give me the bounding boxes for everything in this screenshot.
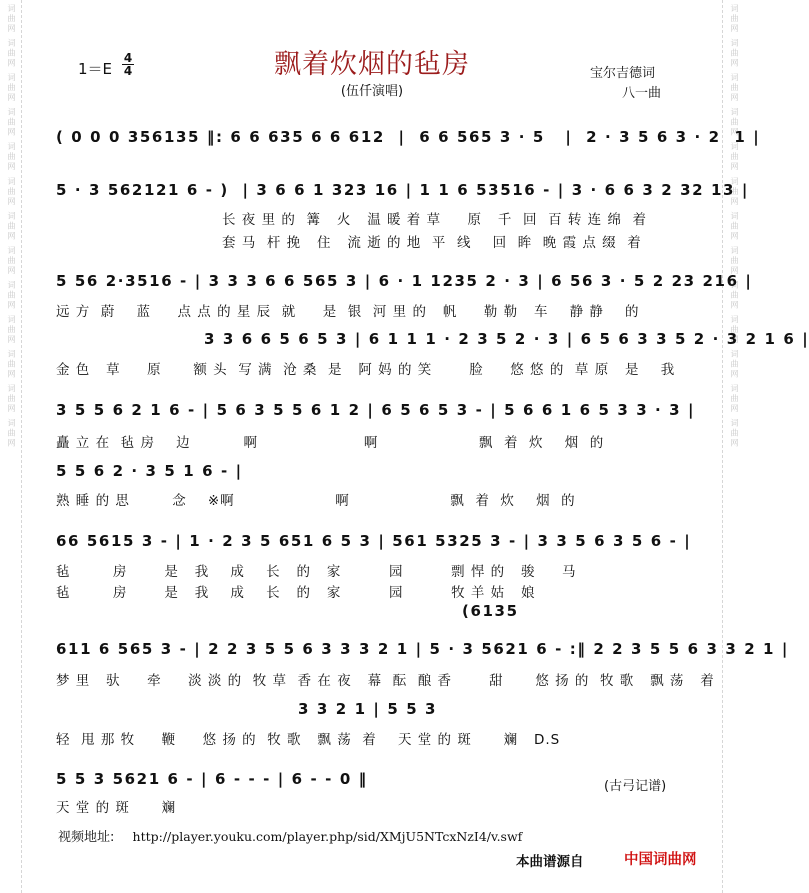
lyric-line-5: 矗 立 在 毡 房 边 啊 啊 飘 着 炊 烟 的: [56, 435, 605, 451]
transcriber-note: (古弓记谱): [604, 779, 667, 794]
lyric-line-2-verse-1: 长 夜 里 的 篝 火 温 暖 着 草 原 千 回 百 转 连 绵 着: [222, 212, 648, 228]
watermark-text: 词曲网 词曲网 词曲网 词曲网 词曲网 词曲网 词曲网 词曲网 词曲网 词曲网 词曲网 词曲网 词曲网: [7, 4, 16, 449]
video-url[interactable]: http://player.youku.com/player.php/sid/XMjU5NTcxNzI4/v.swf: [132, 829, 523, 844]
lyric-line-10: 天 堂 的 斑 斓: [56, 800, 177, 816]
notation-line-7-tail: (6135: [462, 602, 519, 620]
lyric-line-7-verse-1: 毡 房 是 我 成 长 的 家 园 剽 悍 的 骏 马: [56, 564, 577, 580]
time-signature-top: 4: [123, 51, 133, 65]
notation-line-6: 5 5 6 2 · 3 5 1 6 - |: [56, 462, 243, 480]
footer-source-text: 本曲谱源自: [516, 854, 584, 870]
lyric-line-2-verse-2: 套 马 杆 挽 住 流 逝 的 地 平 线 回 眸 晚 霞 点 缀 着: [222, 235, 642, 251]
time-signature-bottom: 4: [123, 64, 133, 78]
lyric-line-8: 梦 里 驮 牵 淡 淡 的 牧 草 香 在 夜 幕 酝 酿 香 甜 悠 扬 的 牧 歌 飘 荡 着: [56, 673, 715, 689]
notation-line-7: 66 5615 3 - | 1 · 2 3 5 651 6 5 3 | 561 5325 3 - | 3 3 5 6 3 5 6 - |: [56, 532, 692, 550]
song-title: 飘着炊烟的毡房: [274, 49, 470, 80]
notation-line-2: 5 · 3 562121 6 - ) | 3 6 6 1 323 16 | 1 1 6 53516 - | 3 · 6 6 3 2 32 13 |: [56, 181, 749, 199]
lyric-line-6: 熟 睡 的 思 念 ※啊 啊 飘 着 炊 烟 的: [56, 493, 576, 509]
lyric-line-4: 金 色 草 原 额 头 写 满 沧 桑 是 阿 妈 的 笑 脸 悠 悠 的 草 原 是 我: [56, 362, 676, 378]
notation-line-9: 3 3 2 1 | 5 5 3: [298, 700, 438, 718]
notation-line-5: 3 5 5 6 2 1 6 - | 5 6 3 5 5 6 1 2 | 6 5 6 5 3 - | 5 6 6 1 6 5 3 3 · 3 |: [56, 401, 696, 419]
video-label: 视频地址:: [58, 830, 115, 845]
key-signature: 1＝E: [78, 60, 113, 78]
notation-line-10: 5 5 3 5621 6 - | 6 - - - | 6 - - 0 ‖: [56, 770, 368, 788]
notation-line-3: 5 56 2·3516 - | 3 3 3 6 6 565 3 | 6 · 1 1235 2 · 3 | 6 56 3 · 5 2 23 216 |: [56, 272, 753, 290]
notation-line-1: ( 0 0 0 356135 ‖: 6 6 635 6 6 612 | 6 6 565 3 · 5 | 2 · 3 5 6 3 · 2 1 |: [56, 128, 761, 146]
video-address-row: [58, 826, 522, 845]
notation-line-8: 611 6 565 3 - | 2 2 3 5 5 6 3 3 3 2 1 | 5 · 3 5621 6 - :‖ 2 2 3 5 5 6 3 3 2 1 |: [56, 640, 789, 658]
lyric-line-7-verse-2: 毡 房 是 我 成 长 的 家 园 牧 羊 姑 娘: [56, 585, 536, 601]
composer-credit: 八一曲: [622, 86, 662, 101]
singer-credit: (伍仟演唱): [340, 84, 404, 99]
lyric-line-9: 轻 甩 那 牧 鞭 悠 扬 的 牧 歌 飘 荡 着 天 堂 的 斑 斓 D.S: [56, 732, 561, 748]
notation-line-4: 3 3 6 6 5 6 5 3 | 6 1 1 1 · 2 3 5 2 · 3 | 6 5 6 3 3 5 2 · 3 2 1 6 |: [204, 330, 809, 348]
left-watermark-strip: [0, 0, 22, 893]
lyricist-credit: 宝尔吉德词: [590, 66, 656, 81]
watermark-text: 词曲网 词曲网 词曲网 词曲网 词曲网 词曲网 词曲网 词曲网 词曲网 词曲网 词曲网 词曲网 词曲网: [730, 4, 739, 449]
lyric-line-3: 远 方 蔚 蓝 点 点 的 星 辰 就 是 银 河 里 的 帆 勒 勒 车 静 静 的: [56, 304, 640, 320]
footer-site-link[interactable]: 中国词曲网: [624, 852, 697, 868]
